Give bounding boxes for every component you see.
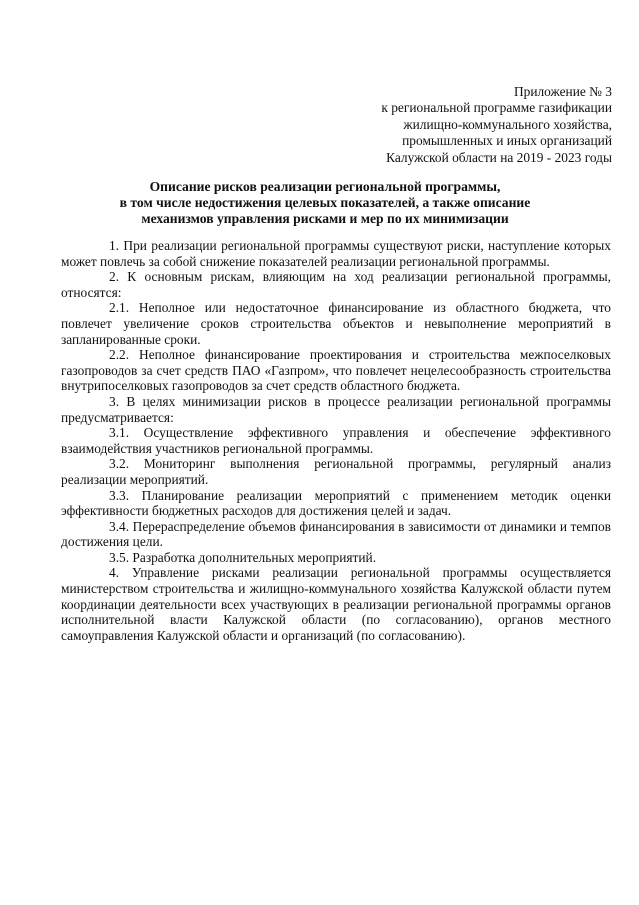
appendix-line: жилищно-коммунального хозяйства,: [403, 116, 612, 132]
title-line: механизмов управления рисками и мер по их минимизации: [141, 211, 509, 227]
paragraph-3-2: 3.2. Мониторинг выполнения региональной программы, регулярный анализ реализации мероприятий.: [61, 456, 611, 487]
paragraph-2-2: 2.2. Неполное финансирование проектирования и строительства межпоселковых газопроводов за счет средств ПАО «Газпром», что повлечет нецелесообразность строительства внутрипоселковых газопроводов за счет средств областного бюджета.: [61, 347, 611, 394]
title-line: Описание рисков реализации региональной программы,: [149, 179, 501, 194]
appendix-line: Калужской области на 2019 - 2023 годы: [386, 149, 612, 165]
title-line: в том числе недостижения целевых показателей, а также описание: [119, 195, 531, 211]
appendix-header: [312, 84, 612, 166]
document-body: [61, 238, 611, 643]
appendix-line: к региональной программе газификации: [381, 100, 612, 116]
paragraph-3-5: 3.5. Разработка дополнительных мероприятий.: [109, 549, 377, 565]
paragraph-2-1: 2.1. Неполное или недостаточное финансирование из областного бюджета, что повлечет увеличение сроков строительства объектов и невыполнение мероприятий в запланированные сроки.: [61, 300, 611, 347]
paragraph-3-3: 3.3. Планирование реализации мероприятий с применением методик оценки эффективности бюджетных расходов для достижения целей и задач.: [61, 487, 611, 519]
document-title: [60, 179, 590, 228]
paragraph-3: 3. В целях минимизации рисков в процессе реализации региональной программы предусматривается:: [61, 393, 611, 425]
paragraph-4: 4. Управление рисками реализации региональной программы осуществляется министерством строительства и жилищно-коммунального хозяйства Калужской области путем координации деятельности всех участвующих в реализации региональной программы органов исполнительной власти Калужской области (по согласованию), органов местного самоуправления Калужской области и организаций (по согласованию).: [61, 565, 611, 643]
paragraph-3-1: 3.1. Осуществление эффективного управления и обеспечение эффективного взаимодействия участников региональной программы.: [61, 425, 611, 456]
paragraph-2: 2. К основным рискам, влияющим на ход реализации региональной программы, относятся:: [61, 269, 611, 300]
appendix-line: промышленных и иных организаций: [402, 133, 612, 149]
paragraph-3-4: 3.4. Перераспределение объемов финансирования в зависимости от динамики и темпов достижения цели.: [61, 518, 611, 550]
appendix-line: Приложение № 3: [513, 84, 612, 99]
paragraph-1: 1. При реализации региональной программы существуют риски, наступление которых может повлечь за собой снижение показателей реализации региональной программы.: [61, 238, 611, 269]
